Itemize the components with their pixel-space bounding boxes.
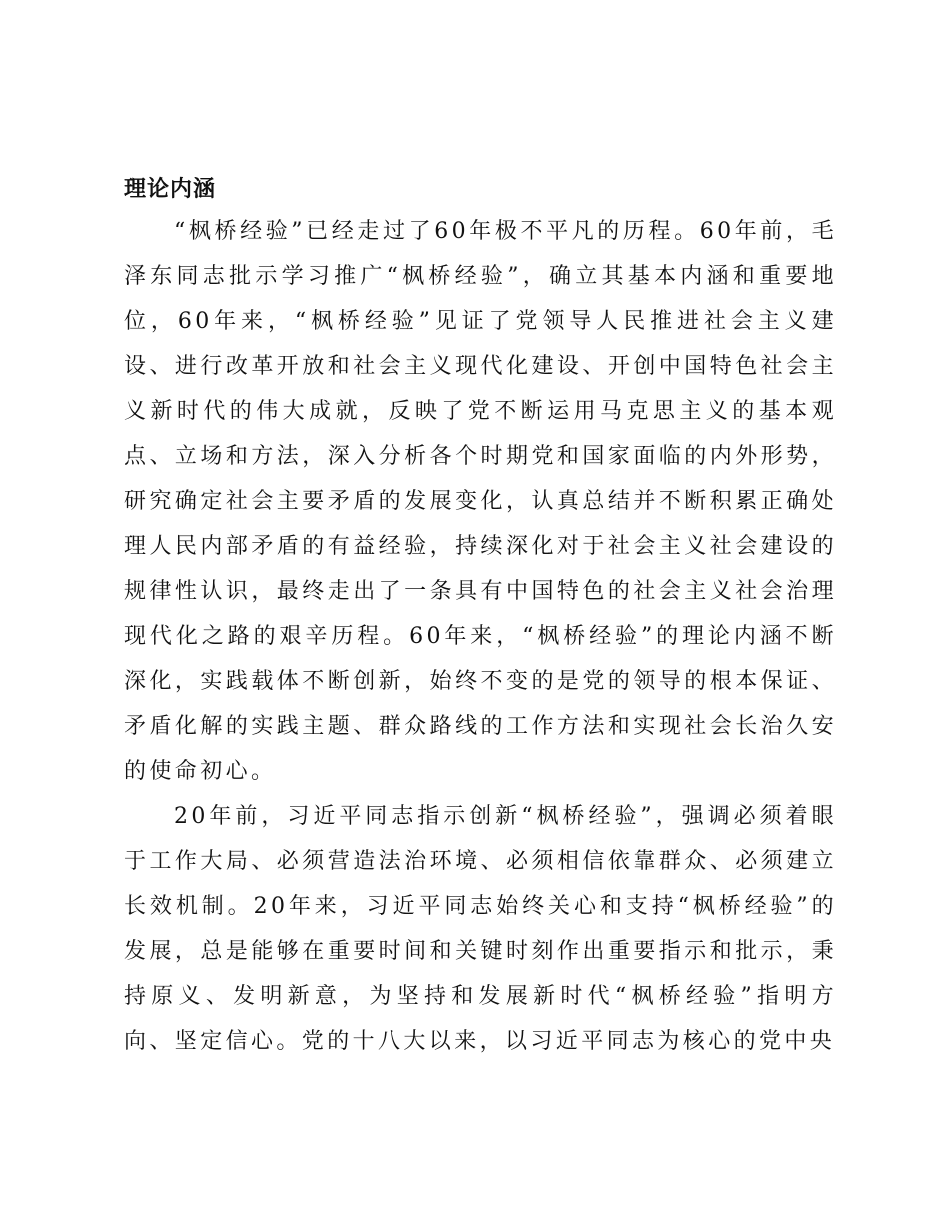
document-body (124, 171, 837, 1064)
paragraph-2: 20年前，习近平同志指示创新“枫桥经验”，强调必须着眼于工作大局、必须营造法治环境、必须相信依靠群众、必须建立长效机制。20年来，习近平同志始终关心和支持“枫桥经验”的发展，总是能够在重要时间和关键时刻作出重要指示和批示，秉持原义、发明新意，为坚持和发展新时代“枫桥经验”指明方向、坚定信心。党的十八大以来，以习近平同志为核心的党中央 (124, 804, 837, 1054)
section-heading: 理论内涵 (124, 177, 217, 202)
paragraph-1: “枫桥经验”已经走过了60年极不平凡的历程。60年前，毛泽东同志批示学习推广“枫桥经验”，确立其基本内涵和重要地位，60年来，“枫桥经验”见证了党领导人民推进社会主义建设、进行改革开放和社会主义现代化建设、开创中国特色社会主义新时代的伟大成就，反映了党不断运用马克思主义的基本观点、立场和方法，深入分析各个时期党和国家面临的内外形势，研究确定社会主要矛盾的发展变化，认真总结并不断积累正确处理人民内部矛盾的有益经验，持续深化对于社会主义社会建设的规律性认识，最终走出了一条具有中国特色的社会主义社会治理现代化之路的艰辛历程。60年来，“枫桥经验”的理论内涵不断深化，实践载体不断创新，始终不变的是党的领导的根本保证、矛盾化解的实践主题、群众路线的工作方法和实现社会长治久安的使命初心。 (124, 219, 837, 784)
